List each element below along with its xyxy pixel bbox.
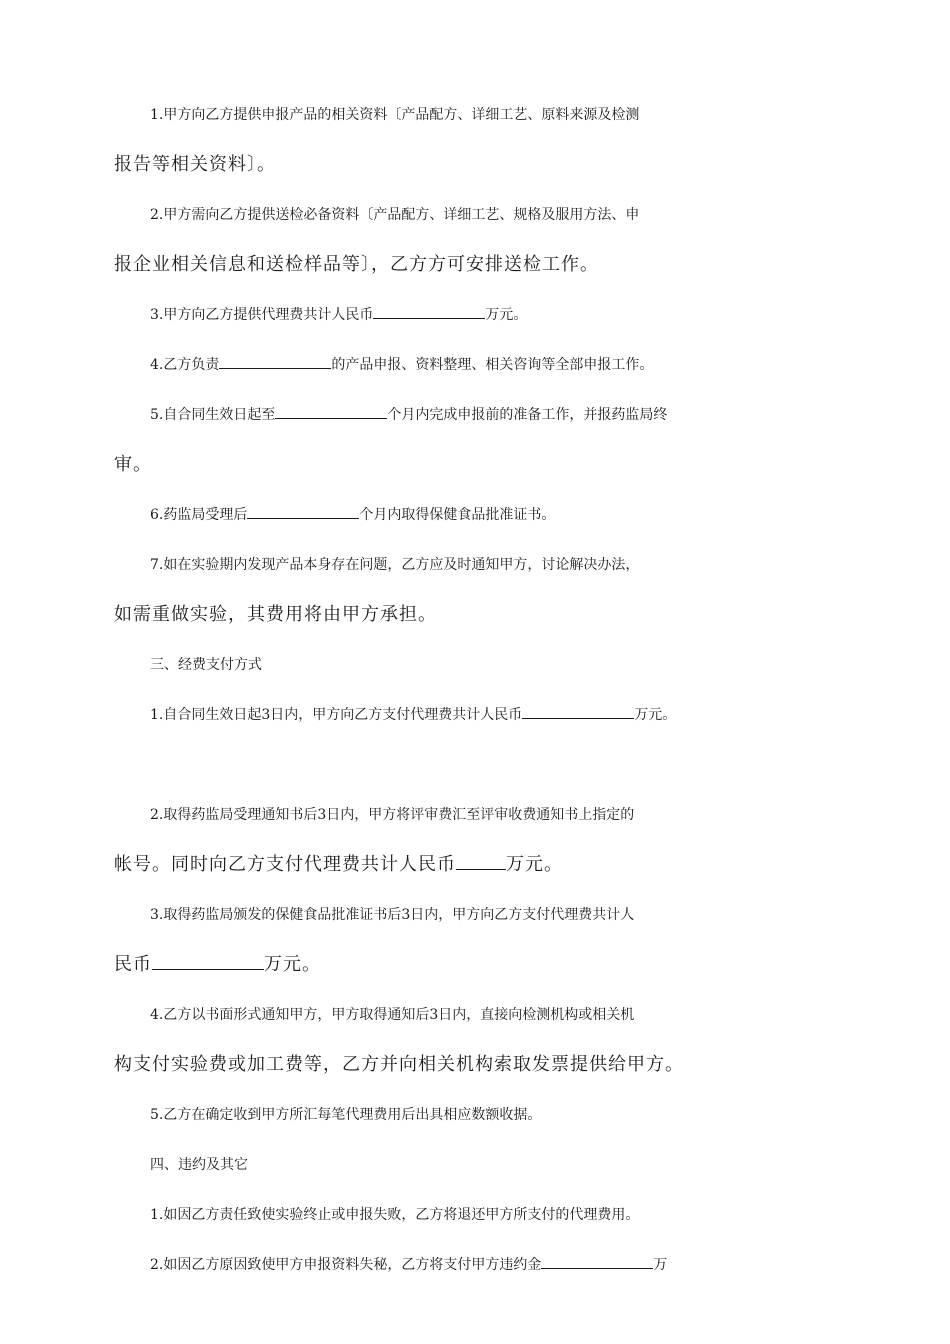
clause-text: 5.自合同生效日起至 (150, 407, 276, 423)
clause-2-7-line1: 7.如在实验期内发现产品本身存在问题，乙方应及时通知甲方，讨论解决办法， (150, 557, 640, 573)
clause-3-4-line2: 构支付实验费或加工费等，乙方并向相关机构索取发票提供给甲方。 (114, 1054, 684, 1075)
fill-blank (522, 702, 634, 719)
fill-blank (275, 402, 387, 419)
fill-blank (456, 853, 506, 870)
clause-text: 2.如因乙方原因致使甲方申报资料失秘，乙方将支付甲方违约金 (150, 1257, 542, 1273)
clause-3-4-line1: 4.乙方以书面形式通知甲方，甲方取得通知后3日内，直接向检测机构或相关机 (150, 1007, 635, 1023)
fill-blank (247, 502, 359, 519)
section-heading-4: 四、违约及其它 (150, 1157, 248, 1173)
clause-2-3 (114, 290, 880, 340)
clause-2-6 (114, 490, 880, 540)
clause-3-5: 5.乙方在确定收到甲方所汇每笔代理费用后出具相应数额收据。 (150, 1107, 542, 1123)
clause-text: 帐号。同时向乙方支付代理费共计人民币 (114, 854, 456, 875)
clause-2-7-line2: 如需重做实验，其费用将由甲方承担。 (114, 604, 437, 625)
clause-2-4 (114, 340, 880, 390)
fill-blank (541, 1252, 653, 1269)
clause-text: 个月内取得保健食品批准证书。 (359, 507, 556, 523)
clause-text: 万元。 (634, 707, 677, 723)
clause-4-1: 1.如因乙方责任致使实验终止或申报失败，乙方将退还甲方所支付的代理费用。 (150, 1207, 640, 1223)
clause-3-2-line1: 2.取得药监局受理通知书后3日内，甲方将评审费汇至评审收费通知书上指定的 (150, 807, 635, 823)
clause-text: 3.甲方向乙方提供代理费共计人民币 (150, 307, 374, 323)
clause-text: 4.乙方负责 (150, 357, 220, 373)
clause-4-2 (114, 1240, 880, 1290)
clause-2-1-line1: 1.甲方向乙方提供申报产品的相关资料〔产品配方、详细工艺、原料来源及检测 (150, 107, 640, 123)
clause-text: 民币 (114, 954, 152, 975)
clause-3-1 (114, 690, 880, 740)
clause-3-2-line2 (114, 840, 844, 890)
clause-2-2-line2: 报企业相关信息和送检样品等〕，乙方方可安排送检工作。 (114, 254, 599, 275)
clause-text: 6.药监局受理后 (150, 507, 248, 523)
clause-3-3-line1: 3.取得药监局颁发的保健食品批准证书后3日内，甲方向乙方支付代理费共计人 (150, 907, 635, 923)
section-heading-3: 三、经费支付方式 (150, 657, 262, 673)
clause-2-2-line1: 2.甲方需向乙方提供送检必备资料〔产品配方、详细工艺、规格及服用方法、申 (150, 207, 640, 223)
clause-2-5-line2: 审。 (114, 454, 152, 475)
fill-blank (373, 302, 485, 319)
clause-3-3-line2 (114, 940, 844, 990)
clause-text: 1.自合同生效日起3日内，甲方向乙方支付代理费共计人民币 (150, 707, 523, 723)
fill-blank (219, 352, 331, 369)
clause-text: 万元。 (264, 954, 321, 975)
fill-blank (152, 953, 264, 970)
clause-text: 万元。 (485, 307, 528, 323)
clause-text: 的产品申报、资料整理、相关咨询等全部申报工作。 (331, 357, 654, 373)
clause-text: 个月内完成申报前的准备工作，并报药监局终 (387, 407, 668, 423)
clause-2-5-line1 (114, 390, 880, 440)
clause-text: 万元。 (506, 854, 563, 875)
clause-text: 万 (653, 1257, 668, 1273)
clause-2-1-line2: 报告等相关资料〕。 (114, 154, 276, 175)
